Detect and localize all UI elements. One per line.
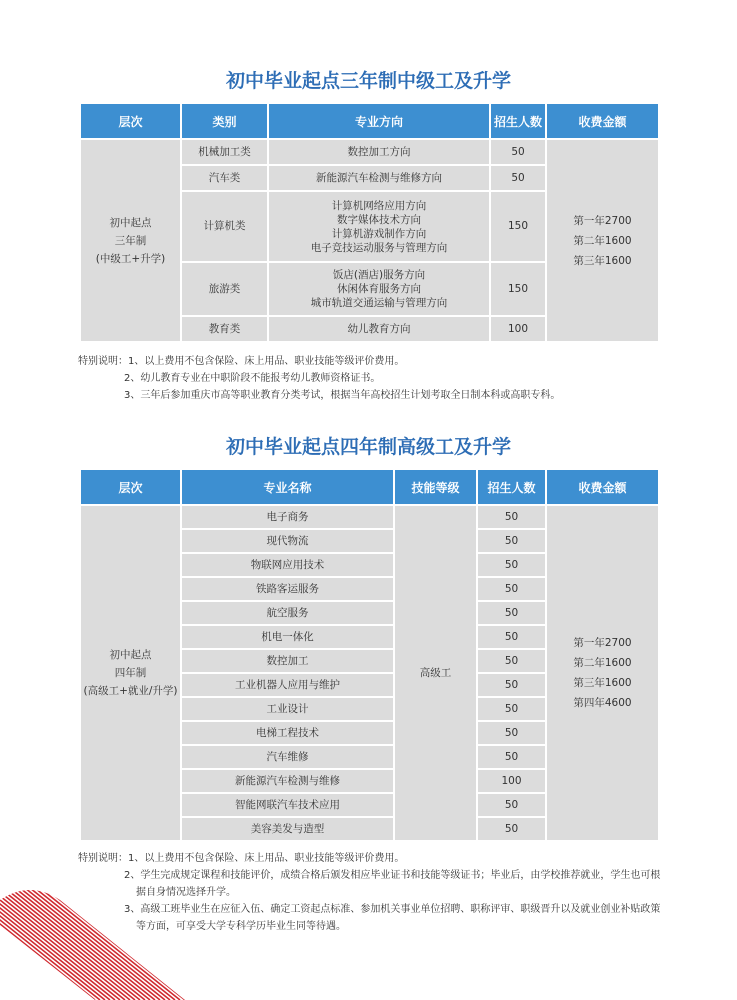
count-cell: 50 bbox=[478, 506, 545, 528]
direction-line: 计算机网络应用方向 bbox=[331, 199, 427, 212]
note-line: 据自身情况选择升学。 bbox=[136, 887, 236, 898]
count-cell: 50 bbox=[478, 674, 545, 696]
count-cell: 50 bbox=[478, 530, 545, 552]
major-cell: 汽车维修 bbox=[182, 746, 393, 768]
note-line: 等方面，可享受大学专科学历毕业生同等待遇。 bbox=[136, 921, 346, 932]
count-cell: 50 bbox=[478, 602, 545, 624]
level-cell bbox=[81, 140, 180, 341]
direction-line: 休闲体育服务方向 bbox=[337, 283, 421, 295]
direction-cell: 幼儿教育方向 bbox=[269, 317, 489, 341]
direction-cell bbox=[269, 192, 489, 261]
level-line: (中级工+升学) bbox=[95, 252, 166, 265]
ribbon-stripe bbox=[20, 880, 170, 1000]
ribbon-stripe bbox=[155, 880, 185, 1000]
count-cell: 50 bbox=[491, 140, 545, 164]
header-major: 专业名称 bbox=[182, 470, 393, 504]
category-cell: 旅游类 bbox=[182, 263, 267, 315]
count-cell: 50 bbox=[478, 818, 545, 840]
fee-line: 第三年1600 bbox=[573, 254, 632, 267]
major-cell: 新能源汽车检测与维修 bbox=[182, 770, 393, 792]
header-direction: 专业方向 bbox=[269, 104, 489, 138]
ribbon-stripe bbox=[10, 880, 160, 1000]
ribbon-stripe bbox=[150, 880, 185, 1000]
section1-notes bbox=[78, 353, 560, 404]
major-cell: 现代物流 bbox=[182, 530, 393, 552]
direction-line: 电子竞技运动服务与管理方向 bbox=[310, 241, 448, 254]
note-line: 特别说明：1、以上费用不包含保险、床上用品、职业技能等级评价费用。 bbox=[78, 853, 405, 864]
count-cell: 50 bbox=[478, 626, 545, 648]
header-skill: 技能等级 bbox=[395, 470, 476, 504]
fee-line: 第二年1600 bbox=[573, 234, 632, 247]
direction-cell: 数控加工方向 bbox=[269, 140, 489, 164]
major-cell: 铁路客运服务 bbox=[182, 578, 393, 600]
note-line: 3、三年后参加重庆市高等职业教育分类考试，根据当年高校招生计划考取全日制本科或高职专科。 bbox=[124, 390, 561, 401]
level-line: 四年制 bbox=[114, 667, 147, 679]
category-cell: 教育类 bbox=[182, 317, 267, 341]
count-cell: 50 bbox=[478, 650, 545, 672]
major-cell: 数控加工 bbox=[182, 650, 393, 672]
major-cell: 物联网应用技术 bbox=[182, 554, 393, 576]
major-cell: 智能网联汽车技术应用 bbox=[182, 794, 393, 816]
count-cell: 50 bbox=[478, 794, 545, 816]
count-cell: 100 bbox=[491, 317, 545, 341]
count-cell: 50 bbox=[491, 166, 545, 190]
direction-cell: 新能源汽车检测与维修方向 bbox=[269, 166, 489, 190]
ribbon-stripe bbox=[15, 880, 165, 1000]
count-cell: 50 bbox=[478, 698, 545, 720]
ribbon-stripe bbox=[5, 880, 155, 1000]
section2-title: 初中毕业起点四年制高级工及升学 bbox=[225, 436, 511, 458]
table-row bbox=[81, 506, 658, 528]
fee-line: 第一年2700 bbox=[573, 637, 632, 649]
header-category: 类别 bbox=[182, 104, 267, 138]
direction-line: 数字媒体技术方向 bbox=[337, 213, 421, 226]
skill-level-cell: 高级工 bbox=[395, 506, 476, 840]
fee-line: 第二年1600 bbox=[573, 657, 632, 669]
ribbon-stripe bbox=[145, 880, 185, 1000]
table-row bbox=[81, 140, 658, 164]
count-cell: 150 bbox=[491, 263, 545, 315]
section1-title: 初中毕业起点三年制中级工及升学 bbox=[225, 70, 511, 92]
note-line: 3、高级工班毕业生在应征入伍、确定工资起点标准、参加机关事业单位招聘、职称评审、职级晋升以及就业创业补贴政策 bbox=[124, 904, 661, 915]
count-cell: 50 bbox=[478, 554, 545, 576]
direction-line: 饭店(酒店)服务方向 bbox=[332, 269, 426, 281]
fee-line: 第四年4600 bbox=[573, 697, 632, 709]
count-cell: 100 bbox=[478, 770, 545, 792]
count-cell: 50 bbox=[478, 746, 545, 768]
count-cell: 50 bbox=[478, 578, 545, 600]
count-cell: 50 bbox=[478, 722, 545, 744]
major-cell: 工业机器人应用与维护 bbox=[182, 674, 393, 696]
three-year-table bbox=[79, 102, 660, 343]
level-line: 初中起点 bbox=[109, 216, 152, 229]
level-line: 三年制 bbox=[114, 234, 147, 247]
four-year-table bbox=[79, 468, 660, 842]
note-line: 2、幼儿教育专业在中职阶段不能报考幼儿教师资格证书。 bbox=[124, 373, 381, 384]
ribbon-stripe bbox=[30, 880, 180, 1000]
category-cell: 计算机类 bbox=[182, 192, 267, 261]
header-count: 招生人数 bbox=[478, 470, 545, 504]
count-cell: 150 bbox=[491, 192, 545, 261]
major-cell: 美容美发与造型 bbox=[182, 818, 393, 840]
header-level: 层次 bbox=[81, 104, 180, 138]
ribbon-stripe bbox=[115, 880, 185, 1000]
header-fee: 收费金额 bbox=[547, 104, 658, 138]
fee-line: 第一年2700 bbox=[573, 214, 632, 227]
direction-cell bbox=[269, 263, 489, 315]
fee-line: 第三年1600 bbox=[573, 677, 632, 689]
major-cell: 航空服务 bbox=[182, 602, 393, 624]
major-cell: 机电一体化 bbox=[182, 626, 393, 648]
fee-cell bbox=[547, 506, 658, 840]
level-line: (高级工+就业/升学) bbox=[83, 685, 178, 697]
direction-line: 计算机游戏制作方向 bbox=[331, 227, 427, 240]
fee-cell bbox=[547, 140, 658, 341]
note-line: 特别说明：1、以上费用不包含保险、床上用品、职业技能等级评价费用。 bbox=[78, 356, 405, 367]
header-count: 招生人数 bbox=[491, 104, 545, 138]
note-line: 2、学生完成规定课程和技能评价，成绩合格后颁发相应毕业证书和技能等级证书；毕业后，由学校推荐就业，学生也可根 bbox=[124, 870, 661, 881]
category-cell: 机械加工类 bbox=[182, 140, 267, 164]
category-cell: 汽车类 bbox=[182, 166, 267, 190]
ribbon-stripe bbox=[125, 880, 185, 1000]
header-level: 层次 bbox=[81, 470, 180, 504]
ribbon-stripe bbox=[35, 880, 185, 1000]
major-cell: 工业设计 bbox=[182, 698, 393, 720]
major-cell: 电梯工程技术 bbox=[182, 722, 393, 744]
header-fee: 收费金额 bbox=[547, 470, 658, 504]
level-line: 初中起点 bbox=[109, 649, 152, 661]
major-cell: 电子商务 bbox=[182, 506, 393, 528]
level-cell bbox=[81, 506, 180, 840]
direction-line: 城市轨道交通运输与管理方向 bbox=[310, 297, 448, 309]
striped-ribbon-decoration bbox=[0, 880, 185, 1000]
ribbon-stripe bbox=[0, 880, 150, 1000]
ribbon-stripe bbox=[25, 880, 175, 1000]
